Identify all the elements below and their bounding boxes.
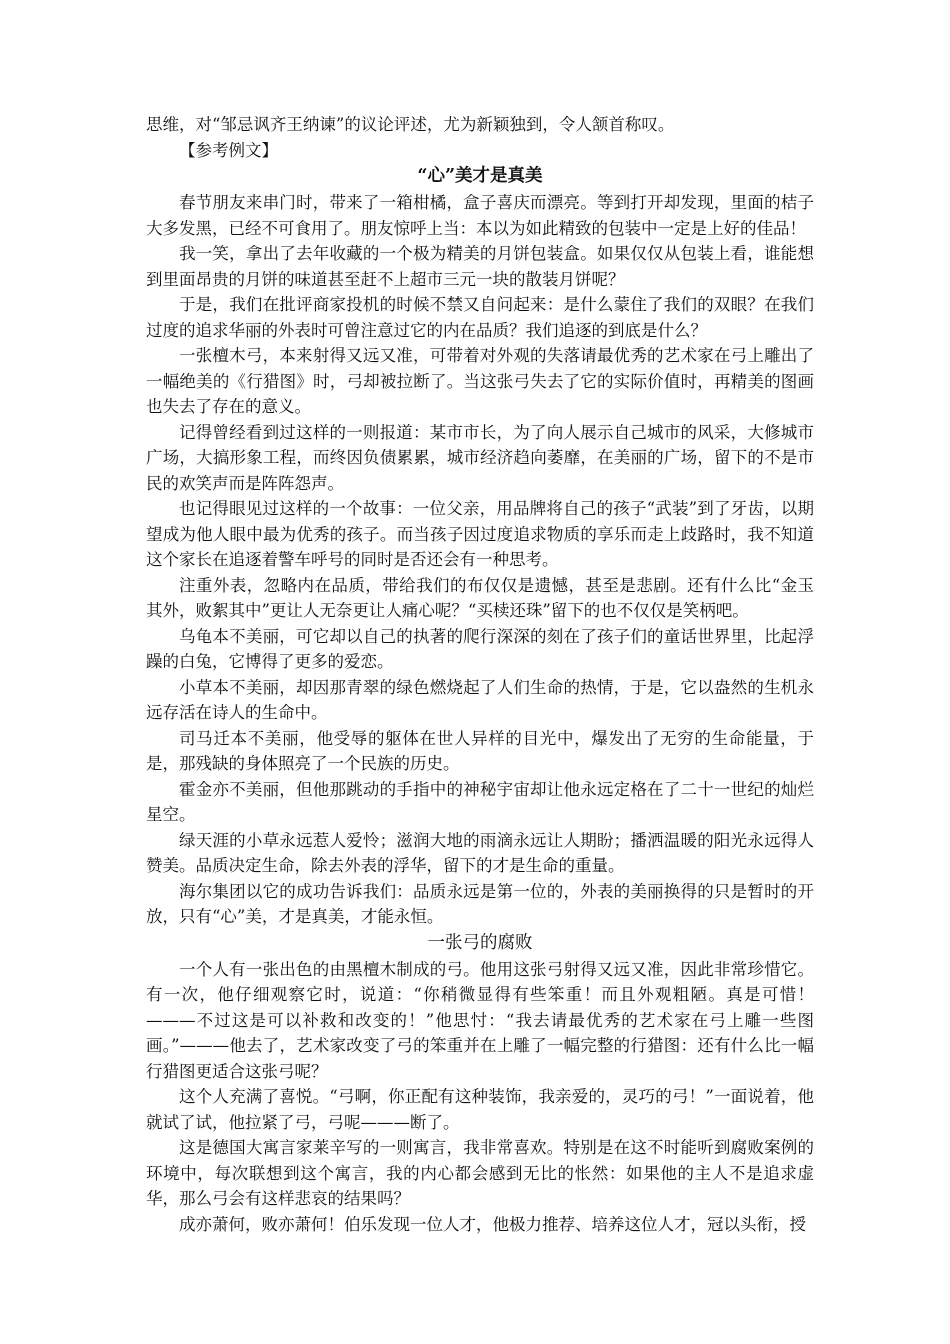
essay2-paragraph: 成亦萧何，败亦萧何！伯乐发现一位人才，他极力推荐、培养这位人才，冠以头衔，授 [179, 1214, 806, 1234]
essay1-paragraph: 司马迁本不美丽，他受辱的躯体在世人异样的目光中，爆发出了无穷的生命能量，于是，那残缺的身体照亮了一个民族的历史。 [146, 728, 814, 773]
essay2-paragraph: 这个人充满了喜悦。“弓啊，你正配有这种装饰，我亲爱的，灵巧的弓！”一面说着，他就试了试，他拉紧了弓，弓呢———断了。 [146, 1087, 814, 1132]
essay2-body [146, 957, 814, 1238]
essay1-paragraph: 也记得眼见过这样的一个故事：一位父亲，用品牌将自己的孩子“武装”到了牙齿，以期望成为他人眼中最为优秀的孩子。而当孩子因过度追求物质的享乐而走上歧路时，我不知道这个家长在追逐着警车呼号的同时是否还会有一种思考。 [146, 499, 814, 569]
essay1-body [146, 190, 814, 930]
essay1-paragraph: 于是，我们在批评商家投机的时候不禁又自问起来：是什么蒙住了我们的双眼？在我们过度的追求华丽的外表时可曾注意过它的内在品质？我们追逐的到底是什么？ [146, 295, 814, 340]
reference-label: 【参考例文】 [179, 140, 278, 160]
essay1-paragraph: 春节朋友来串门时，带来了一箱柑橘，盒子喜庆而漂亮。等到打开却发现，里面的桔子大多发黑，已经不可食用了。朋友惊呼上当：本以为如此精致的包装中一定是上好的佳品！ [146, 193, 814, 238]
essay1-paragraph: 绿天涯的小草永远惹人爱怜；滋润大地的雨滴永远让人期盼；播洒温暖的阳光永远得人赞美。品质决定生命，除去外表的浮华，留下的才是生命的重量。 [146, 830, 814, 875]
essay2-title: 一张弓的腐败 [427, 932, 533, 953]
essay1-paragraph: 霍金亦不美丽，但他那跳动的手指中的神秘宇宙却让他永远定格在了二十一世纪的灿烂星空。 [146, 779, 814, 824]
essay1-paragraph: 我一笑，拿出了去年收藏的一个极为精美的月饼包装盒。如果仅仅从包装上看，谁能想到里面昂贵的月饼的味道甚至赶不上超市三元一块的散装月饼呢？ [146, 244, 814, 289]
document-page [146, 112, 814, 1237]
essay2-paragraph: 一个人有一张出色的由黑檀木制成的弓。他用这张弓射得又远又准，因此非常珍惜它。有一次，他仔细观察它时，说道：“你稍微显得有些笨重！而且外观粗陋。真是可惜！———不过这是可以补救和改变的！”他思忖：“我去请最优秀的艺术家在弓上雕一些图画。”———他去了，艺术家改变了弓的笨重并在上雕了一幅完整的行猎图：还有什么比一幅行猎图更适合这张弓呢？ [146, 959, 814, 1081]
essay1-title: “心”美才是真美 [417, 166, 543, 186]
essay1-paragraph: 乌龟本不美丽，可它却以自己的执著的爬行深深的刻在了孩子们的童话世界里，比起浮躁的白兔，它博得了更多的爱恋。 [146, 626, 814, 671]
essay1-paragraph: 注重外表，忽略内在品质，带给我们的布仅仅是遗憾，甚至是悲剧。还有什么比“金玉其外，败絮其中”更让人无奈更让人痛心呢？“买椟还珠”留下的也不仅仅是笑柄吧。 [146, 575, 814, 620]
intro-tail-text: 思维，对“邹忌讽齐王纳谏”的议论评述，尤为新颖独到，令人颔首称叹。 [146, 115, 675, 134]
essay1-paragraph: 记得曾经看到过这样的一则报道：某市市长，为了向人展示自己城市的风采，大修城市广场，大搞形象工程，而终因负债累累，城市经济趋向萎靡，在美丽的广场，留下的不是市民的欢笑声而是阵阵怨声。 [146, 422, 814, 493]
essay1-paragraph: 小草本不美丽，却因那青翠的绿色燃烧起了人们生命的热情，于是，它以盎然的生机永远存活在诗人的生命中。 [146, 677, 814, 722]
essay1-paragraph: 一张檀木弓，本来射得又远又准，可带着对外观的失落请最优秀的艺术家在弓上雕出了一幅绝美的《行猎图》时，弓却被拉断了。当这张弓失去了它的实际价值时，再精美的图画也失去了存在的意义。 [146, 346, 814, 416]
essay1-paragraph: 海尔集团以它的成功告诉我们：品质永远是第一位的，外表的美丽换得的只是暂时的开放，只有“心”美，才是真美，才能永恒。 [146, 881, 814, 926]
essay2-paragraph: 这是德国大寓言家莱辛写的一则寓言，我非常喜欢。特别是在这不时能听到腐败案例的环境中，每次联想到这个寓言，我的内心都会感到无比的怅然：如果他的主人不是追求虚华，那么弓会有这样悲哀的结果吗？ [146, 1138, 814, 1208]
